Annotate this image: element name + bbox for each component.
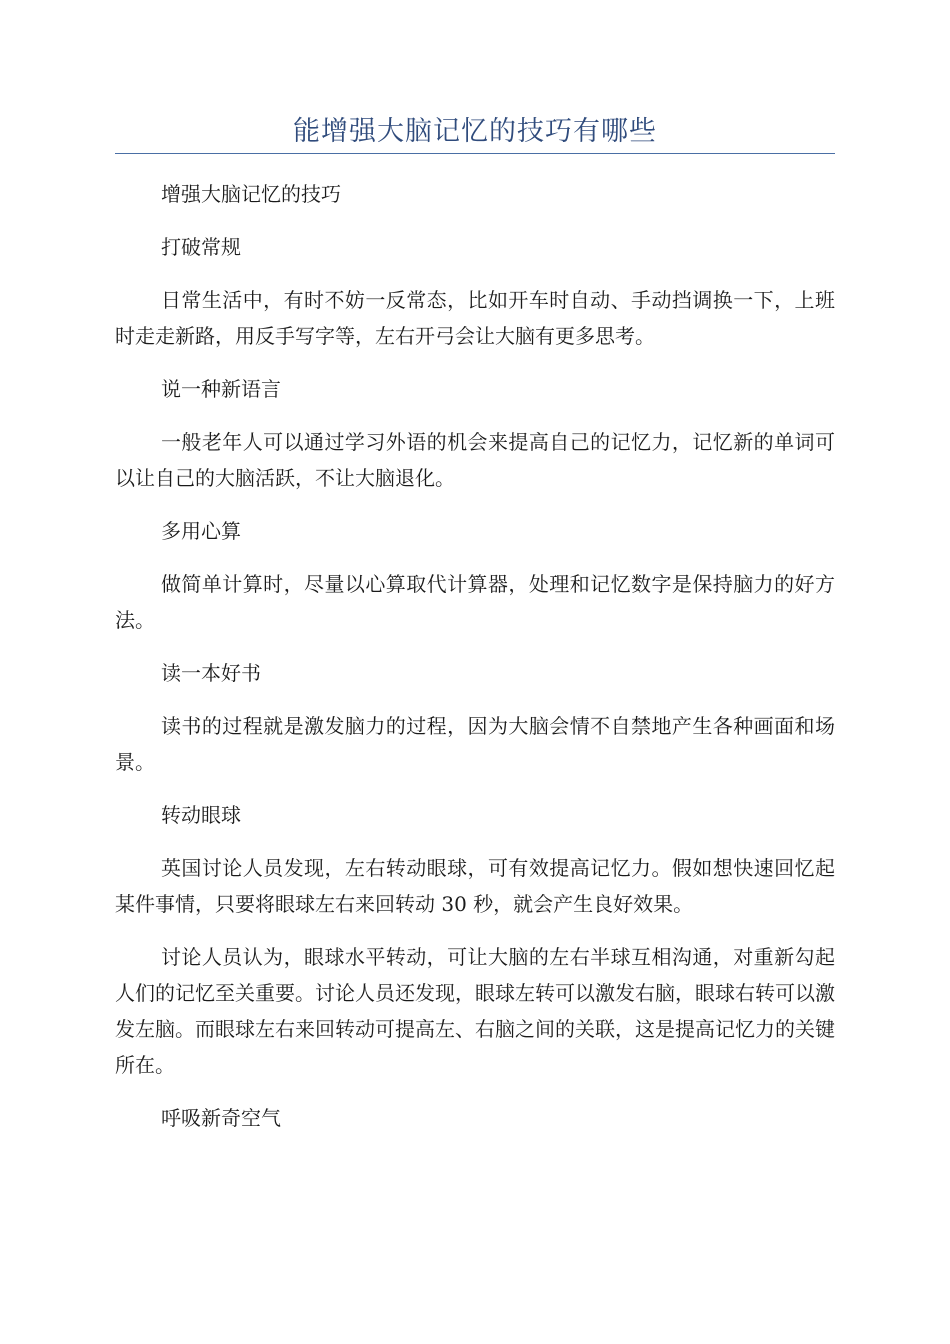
section-heading: 说一种新语言 xyxy=(161,377,281,401)
paragraph: 一般老年人可以通过学习外语的机会来提高自己的记忆力，记忆新的单词可以让自己的大脑活跃，不让大脑退化。 xyxy=(115,430,835,490)
section-heading: 读一本好书 xyxy=(161,661,261,685)
section-heading: 转动眼球 xyxy=(161,803,241,827)
section-heading: 多用心算 xyxy=(161,519,241,543)
paragraph: 做简单计算时，尽量以心算取代计算器，处理和记忆数字是保持脑力的好方法。 xyxy=(115,572,835,632)
section-heading: 增强大脑记忆的技巧 xyxy=(161,182,341,206)
paragraph: 日常生活中，有时不妨一反常态，比如开车时自动、手动挡调换一下，上班时走走新路，用反手写字等，左右开弓会让大脑有更多思考。 xyxy=(115,288,835,348)
document-title: 能增强大脑记忆的技巧有哪些 xyxy=(293,116,657,147)
paragraph: 英国讨论人员发现，左右转动眼球，可有效提高记忆力。假如想快速回忆起某件事情，只要将眼球左右来回转动 30 秒，就会产生良好效果。 xyxy=(115,856,835,916)
title-underline xyxy=(115,153,835,154)
section-heading: 呼吸新奇空气 xyxy=(161,1106,281,1130)
document-body xyxy=(115,176,835,1153)
paragraph: 读书的过程就是激发脑力的过程，因为大脑会情不自禁地产生各种画面和场景。 xyxy=(115,714,835,774)
paragraph: 讨论人员认为，眼球水平转动，可让大脑的左右半球互相沟通，对重新勾起人们的记忆至关重要。讨论人员还发现，眼球左转可以激发右脑，眼球右转可以激发左脑。而眼球左右来回转动可提高左、右脑之间的关联，这是提高记忆力的关键所在。 xyxy=(115,945,835,1077)
section-heading: 打破常规 xyxy=(161,235,241,259)
